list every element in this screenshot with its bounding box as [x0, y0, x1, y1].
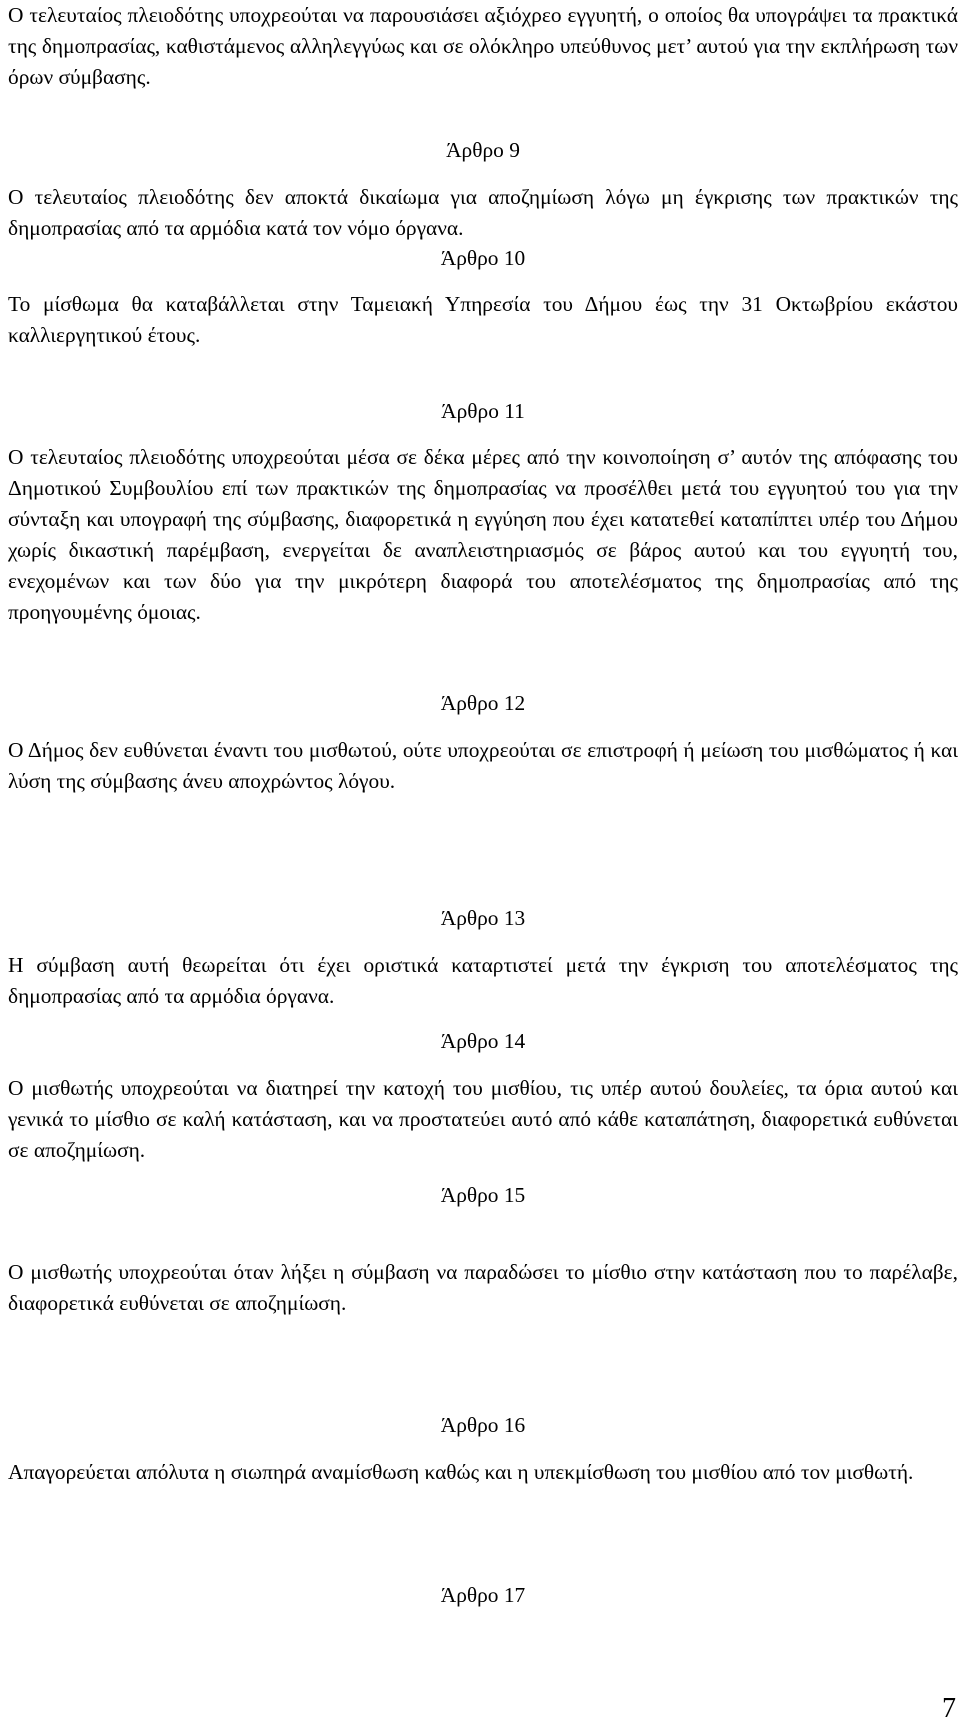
paragraph-article-16: Απαγορεύεται απόλυτα η σιωπηρά αναμίσθωση καθώς και η υπεκμίσθωση του μισθίου από τον μισθωτή.: [8, 1460, 914, 1484]
heading-article-16: Άρθρο 16: [440, 1413, 526, 1437]
paragraph-article-13: Η σύμβαση αυτή θεωρείται ότι έχει οριστικά καταρτιστεί μετά την έγκριση του αποτελέσματος της δημοπρασίας από τα αρμόδια όργανα.: [8, 953, 958, 1008]
heading-article-12: Άρθρο 12: [440, 691, 526, 715]
heading-article-13: Άρθρο 13: [440, 906, 526, 930]
heading-article-15: Άρθρο 15: [440, 1183, 526, 1207]
paragraph-intro-guarantor: Ο τελευταίος πλειοδότης υποχρεούται να παρουσιάσει αξιόχρεο εγγυητή, ο οποίος θα υπογράψει τα πρακτικά της δημοπρασίας, καθιστάμενος αλληλεγγύως και σε ολόκληρο υπεύθυνος μετ’ αυτού για την εκπλήρωση των όρων σύμβασης.: [8, 3, 958, 89]
paragraph-article-12: Ο Δήμος δεν ευθύνεται έναντι του μισθωτού, ούτε υποχρεούται σε επιστροφή ή μείωση του μισθώματος ή και λύση της σύμβασης άνευ αποχρώντος λόγου.: [8, 738, 958, 793]
heading-article-10: Άρθρο 10: [440, 246, 526, 270]
heading-article-17: Άρθρο 17: [440, 1583, 526, 1607]
paragraph-article-11: Ο τελευταίος πλειοδότης υποχρεούται μέσα σε δέκα μέρες από την κοινοποίηση σ’ αυτόν της απόφασης του Δημοτικού Συμβουλίου επί των πρακτικών της δημοπρασίας να προσέλθει μετά του εγγυητού του για την σύνταξη και υπογραφή της σύμβασης, διαφορετικά η εγγύηση που έχει κατατεθεί καταπίπτει υπέρ του Δήμου χωρίς δικαστική παρέμβαση, ενεργείται δε αναπλειστηριασμός σε βάρος αυτού και του εγγυητή του, ενεχομένων και των δύο για την μικρότερη διαφορά του αποτελέσματος της δημοπρασίας από της προηγουμένης όμοιας.: [8, 445, 958, 624]
paragraph-article-15: Ο μισθωτής υποχρεούται όταν λήξει η σύμβαση να παραδώσει το μίσθιο στην κατάσταση που το παρέλαβε, διαφορετικά ευθύνεται σε αποζημίωση.: [8, 1260, 958, 1315]
heading-article-11: Άρθρο 11: [441, 399, 525, 423]
paragraph-article-9: Ο τελευταίος πλειοδότης δεν αποκτά δικαίωμα για αποζημίωση λόγω μη έγκρισης των πρακτικών της δημοπρασίας από τα αρμόδια κατά τον νόμο όργανα.: [8, 185, 958, 240]
heading-article-14: Άρθρο 14: [440, 1029, 526, 1053]
document-page: [8, 0, 958, 1736]
page-number: 7: [942, 1693, 956, 1724]
paragraph-article-10: Το μίσθωμα θα καταβάλλεται στην Ταμειακή Υπηρεσία του Δήμου έως την 31 Οκτωβρίου εκάστου καλλιεργητικού έτους.: [8, 292, 958, 347]
heading-article-9: Άρθρο 9: [446, 138, 520, 162]
paragraph-article-14: Ο μισθωτής υποχρεούται να διατηρεί την κατοχή του μισθίου, τις υπέρ αυτού δουλείες, τα όρια αυτού και γενικά το μίσθιο σε καλή κατάσταση, και να προστατεύει αυτό από κάθε καταπάτηση, διαφορετικά ευθύνεται σε αποζημίωση.: [8, 1076, 958, 1162]
